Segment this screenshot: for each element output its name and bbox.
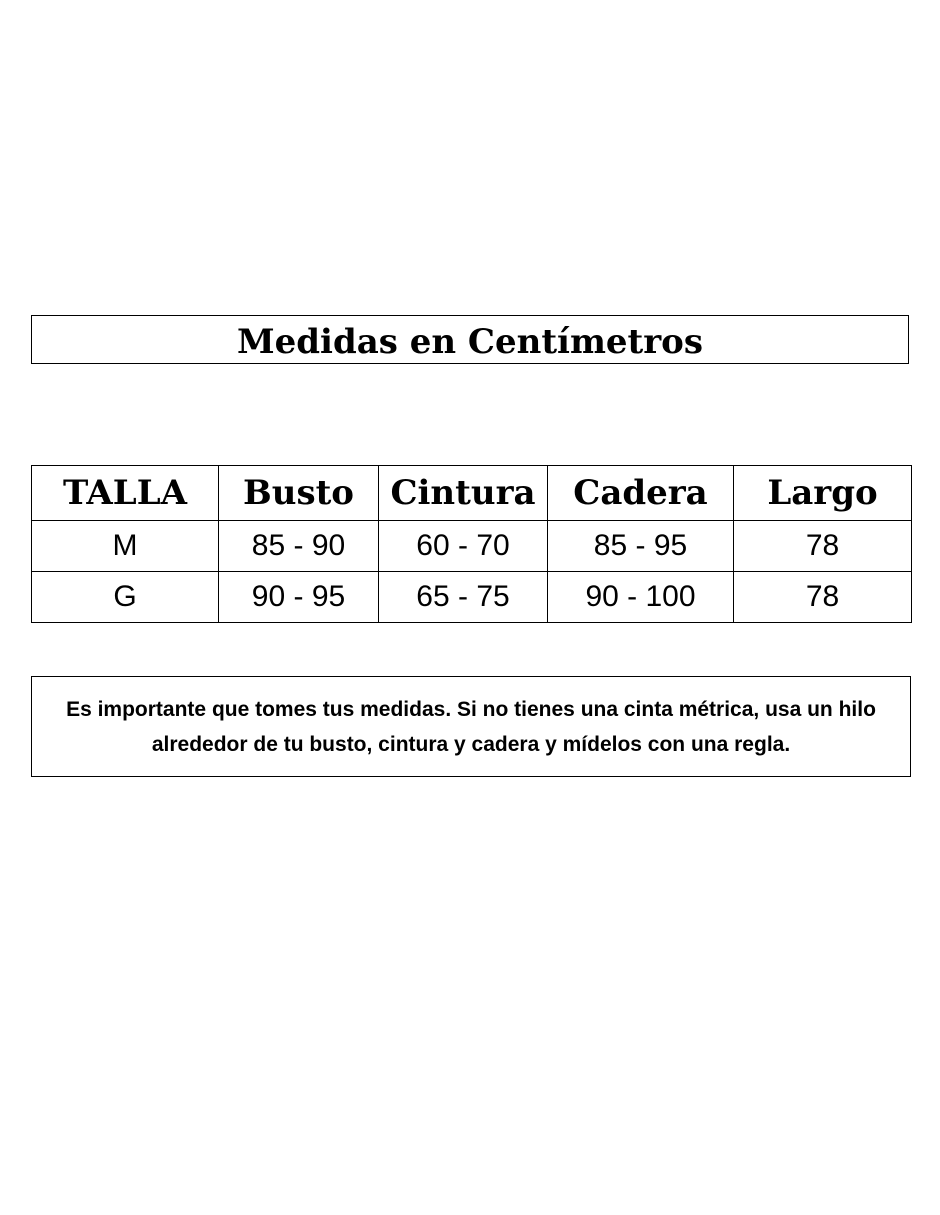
- column-header-cadera: Cadera: [548, 466, 734, 521]
- table-row: [32, 521, 912, 572]
- table-cell-talla: G: [32, 572, 219, 623]
- table-cell-largo: 78: [734, 572, 912, 623]
- table-cell-talla: M: [32, 521, 219, 572]
- table-cell-cintura: 65 - 75: [379, 572, 548, 623]
- table-cell-cintura: 60 - 70: [379, 521, 548, 572]
- size-table: [31, 465, 912, 623]
- column-header-cintura: Cintura: [379, 466, 548, 521]
- table-cell-cadera: 85 - 95: [548, 521, 734, 572]
- table-header-row: [32, 466, 912, 521]
- column-header-talla: TALLA: [32, 466, 219, 521]
- page-title: Medidas en Centímetros: [236, 321, 703, 362]
- measurement-note: Es importante que tomes tus medidas. Si no tienes una cinta métrica, usa un hilo alrededor de tu busto, cintura y cadera y mídelos con una regla.: [66, 697, 876, 756]
- table-cell-busto: 85 - 90: [219, 521, 379, 572]
- table-row: [32, 572, 912, 623]
- table-cell-busto: 90 - 95: [219, 572, 379, 623]
- note-box: [31, 676, 911, 777]
- title-box: [31, 315, 909, 364]
- column-header-largo: Largo: [734, 466, 912, 521]
- table-cell-cadera: 90 - 100: [548, 572, 734, 623]
- column-header-busto: Busto: [219, 466, 379, 521]
- table-cell-largo: 78: [734, 521, 912, 572]
